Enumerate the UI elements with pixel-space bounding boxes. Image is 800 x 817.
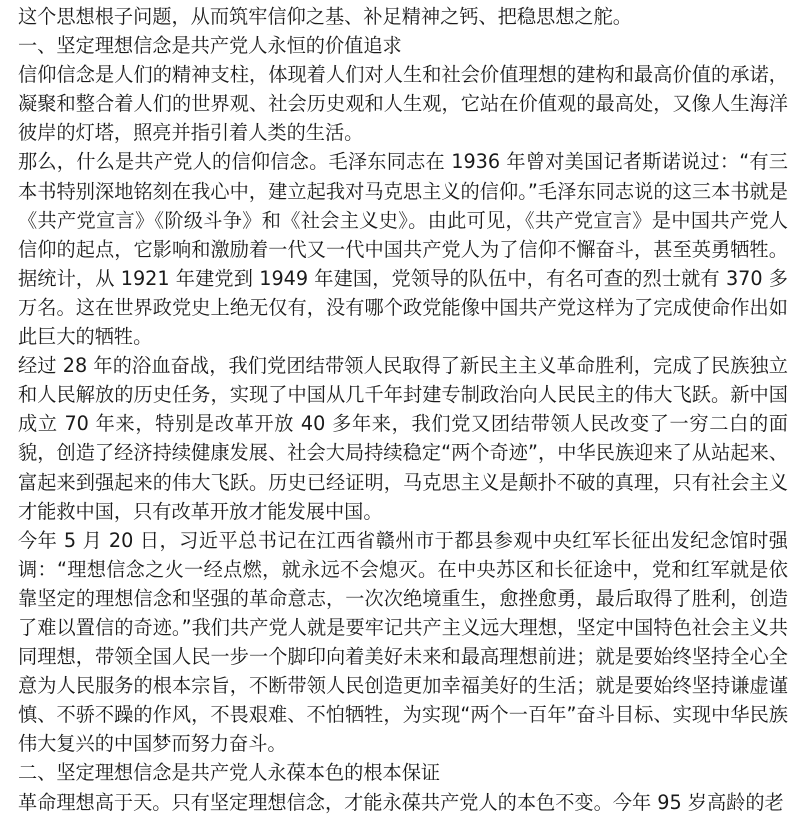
opening-line: 这个思想根子问题，从而筑牢信仰之基、补足精神之钙、把稳思想之舵。 xyxy=(18,5,632,28)
section-1-heading: 一、坚定理想信念是共产党人永恒的价值追求 xyxy=(18,34,402,58)
paragraph-4: 今年 5 月 20 日，习近平总书记在江西省赣州市于都县参观中央红军长征出发纪念馆时强调：“理想信念之火一经点燃，就永远不会熄灭。在中央苏区和长征途中，党和红军就是依靠坚定的理想信念和坚强的革命意志，一次次绝境重生，愈挫愈勇，最后取得了胜利，创造了难以置信的奇迹。”我们共产党人就是要牢记共产主义远大理想，坚定中国特色社会主义共同理想，带领全国人民一步一个脚印向着美好未来和最高理想前进；就是要始终坚持全心全意为人民服务的根本宗旨，不断带领人民创造更加幸福美好的生活；就是要始终坚持谦虚谨慎、不骄不躁的作风，不畏艰难、不怕牺牲，为实现“两个一百年”奋斗目标、实现中华民族伟大复兴的中国梦而努力奋斗。 xyxy=(18,528,788,756)
document-body xyxy=(18,2,788,817)
section-2-heading: 二、坚定理想信念是共产党人永葆本色的根本保证 xyxy=(18,761,441,785)
paragraph-1: 信仰信念是人们的精神支柱，体现着人们对人生和社会价值理想的建构和最高价值的承诺，凝聚和整合着人们的世界观、社会历史观和人生观，它站在价值观的最高处，又像人生海洋彼岸的灯塔，照亮并指引着人类的生活。 xyxy=(18,63,788,145)
paragraph-3: 经过 28 年的浴血奋战，我们党团结带领人民取得了新民主主义革命胜利，完成了民族独立和人民解放的历史任务，实现了中国从几千年封建专制政治向人民民主的伟大飞跃。新中国成立 70 年来，特别是改革开放 40 多年来，我们党又团结带领人民改变了一穷二白的面貌，创造了经济持续健康发展、社会大局持续稳定“两个奇迹”，中华民族迎来了从站起来、富起来到强起来的伟大飞跃。历史已经证明，马克思主义是颠扑不破的真理，只有社会主义才能救中国，只有改革开放才能发展中国。 xyxy=(18,354,788,523)
paragraph-2: 那么，什么是共产党人的信仰信念。毛泽东同志在 1936 年曾对美国记者斯诺说过：“有三本书特别深地铭刻在我心中，建立起我对马克思主义的信仰。”毛泽东同志说的这三本书就是《共产党宣言》《阶级斗争》和《社会主义史》。由此可见，《共产党宣言》是中国共产党人信仰的起点，它影响和激励着一代又一代中国共产党人为了信仰不懈奋斗，甚至英勇牺牲。据统计，从 1921 年建党到 1949 年建国，党领导的队伍中，有名可查的烈士就有 370 多万名。这在世界政党史上绝无仅有，没有哪个政党能像中国共产党这样为了完成使命作出如此巨大的牺牲。 xyxy=(18,150,788,349)
paragraph-5: 革命理想高于天。只有坚定理想信念，才能永葆共产党人的本色不变。今年 95 岁高龄的老 xyxy=(18,790,784,814)
